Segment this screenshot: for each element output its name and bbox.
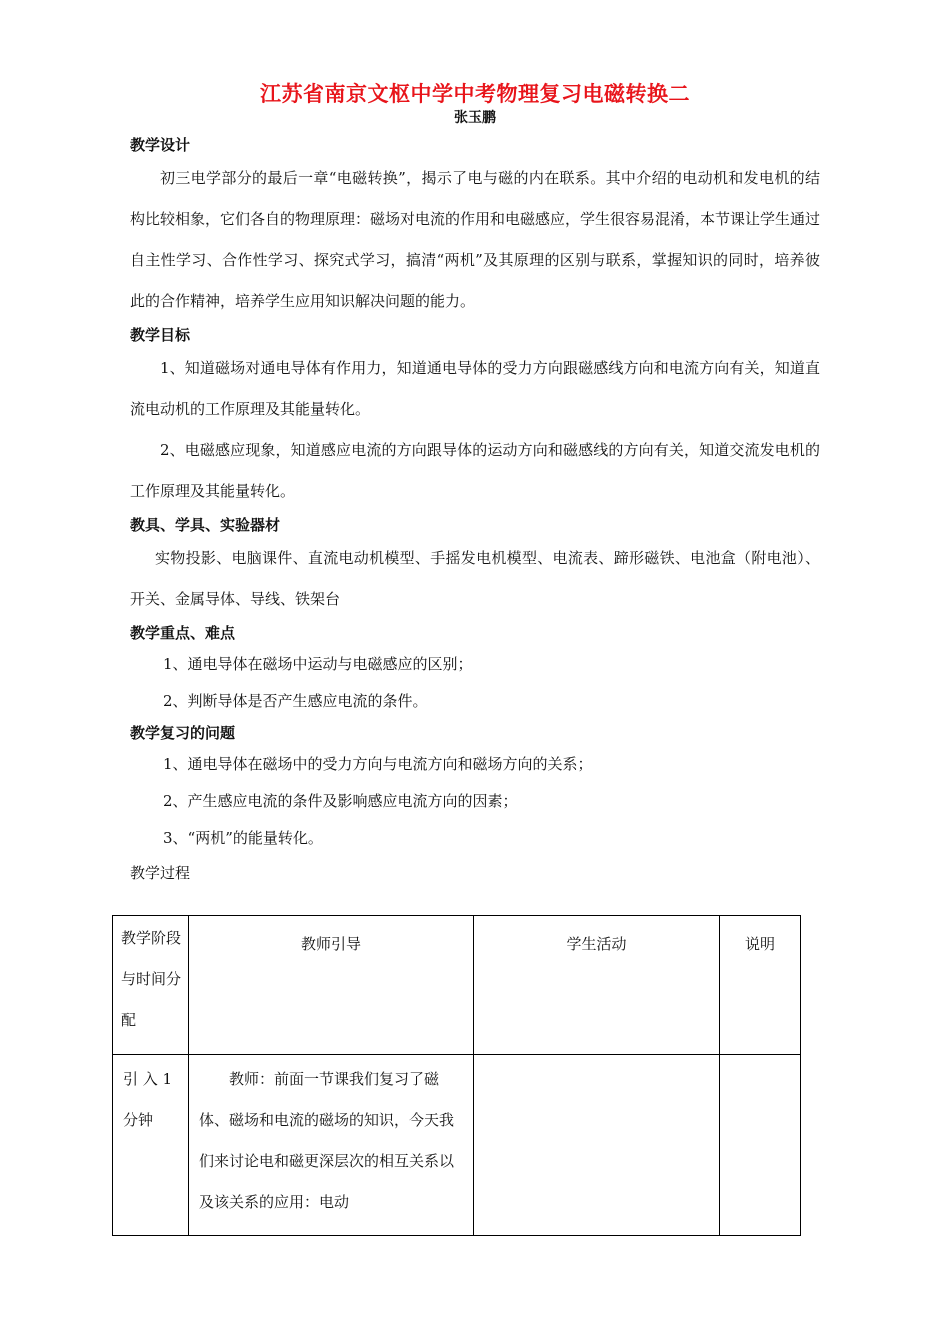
document-body (130, 132, 820, 889)
teaching-process-table (112, 915, 801, 1236)
row-teacher: 教师：前面一节课我们复习了磁体、磁场和电流的磁场的知识，今天我们来讨论电和磁更深层次的相互关系以及该关系的应用：电动 (189, 1055, 474, 1236)
row-note (720, 1055, 801, 1236)
row-student (474, 1055, 720, 1236)
process-label: 教学过程 (130, 864, 191, 882)
keypoint-item: 2、判断导体是否产生感应电流的条件。 (163, 692, 428, 710)
section-heading-equipment: 教具、学具、实验器材 (130, 516, 281, 534)
section-heading-goals: 教学目标 (130, 326, 191, 344)
header-student: 学生活动 (474, 916, 720, 1055)
goal-item: 2、电磁感应现象，知道感应电流的方向跟导体的运动方向和磁感线的方向有关，知道交流发电机的工作原理及其能量转化。 (130, 441, 820, 500)
header-teacher: 教师引导 (189, 916, 474, 1055)
goal-item: 1、知道磁场对通电导体有作用力，知道通电导体的受力方向跟磁感线方向和电流方向有关，知道直流电动机的工作原理及其能量转化。 (130, 359, 820, 418)
equipment-paragraph: 实物投影、电脑课件、直流电动机模型、手摇发电机模型、电流表、蹄形磁铁、电池盒（附电池）、开关、金属导体、导线、铁架台 (130, 549, 820, 608)
document-author: 张玉鹏 (454, 110, 496, 126)
section-heading-design: 教学设计 (130, 136, 191, 154)
question-item: 2、产生感应电流的条件及影响感应电流方向的因素； (163, 792, 518, 810)
table-row (113, 1055, 801, 1236)
row-stage: 引 入 1 分钟 (113, 1055, 189, 1236)
section-heading-keypoints: 教学重点、难点 (130, 624, 236, 642)
table-header-row (113, 916, 801, 1055)
question-item: 1、通电导体在磁场中的受力方向与电流方向和磁场方向的关系； (163, 755, 593, 773)
document-title: 江苏省南京文枢中学中考物理复习电磁转换二 (260, 82, 690, 106)
section-heading-questions: 教学复习的问题 (130, 724, 236, 742)
question-item: 3、“两机”的能量转化。 (163, 829, 323, 847)
design-paragraph: 初三电学部分的最后一章“电磁转换”，揭示了电与磁的内在联系。其中介绍的电动机和发电机的结构比较相象，它们各自的物理原理：磁场对电流的作用和电磁感应，学生很容易混淆，本节课让学生通过自主性学习、合作性学习、探究式学习，搞清“两机”及其原理的区别与联系，掌握知识的同时，培养彼此的合作精神，培养学生应用知识解决问题的能力。 (130, 169, 821, 310)
header-note: 说明 (720, 916, 801, 1055)
keypoint-item: 1、通电导体在磁场中运动与电磁感应的区别； (163, 655, 473, 673)
header-stage: 教学阶段与时间分配 (113, 916, 189, 1055)
